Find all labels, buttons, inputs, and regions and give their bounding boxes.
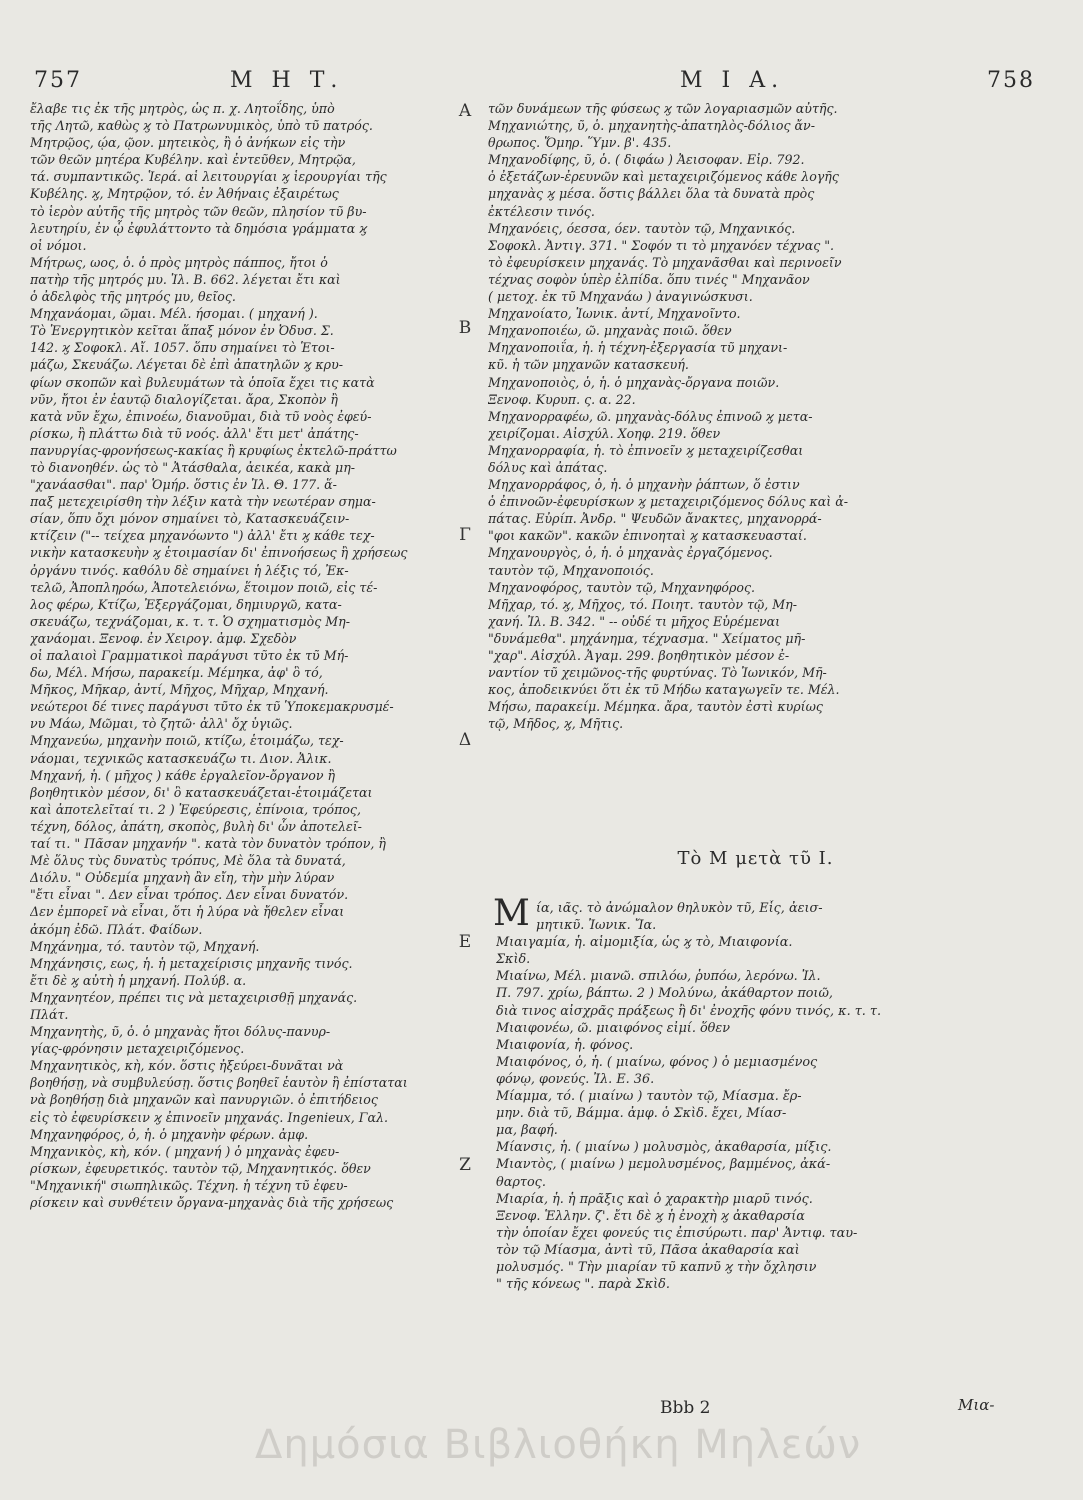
text-line: Μηχανορραφέω, ῶ. μηχανὰς-δόλυς ἐπινοῶ ϗ μετα- <box>488 408 813 424</box>
text-line: θρωπος. Ὅμηρ. Ὕμν. β'. 435. <box>488 135 672 151</box>
text-line: σίαν, ὅπυ ὄχι μόνον σημαίνει τὸ, Κατασκευάζειν- <box>30 511 350 527</box>
text-line: Μιαρία, ἡ. ἡ πρᾶξις καὶ ὁ χαρακτὴρ μιαρῦ τινός. <box>496 1191 813 1207</box>
text-line: νικὴν κατασκευὴν ϗ ἑτοιμασίαν δι' ἐπινοήσεως ἢ χρήσεως <box>30 545 408 561</box>
text-line: μηχανὰς ϗ μέσα. ὅστις βάλλει ὅλα τὰ δυνατὰ πρὸς <box>488 186 815 202</box>
text-line: τά. συμπαντικῶς. Ἱερά. αἱ λειτουργίαι ϗ ἱερουργίαι τῆς <box>30 169 387 185</box>
text-line: τῆς Λητῶ, καθὼς ϗ τὸ Πατρωνυμικὸς, ὑπὸ τῦ πατρός. <box>30 118 373 134</box>
text-line: Μηχανητὴς, ῦ, ὁ. ὁ μηχανὰς ἤτοι δόλυς-πανυρ- <box>30 1024 331 1040</box>
text-line: Μηχάνησις, εως, ἡ. ἡ μεταχείρισις μηχανῆς τινός. <box>30 955 353 971</box>
text-line: νὰ βοηθήσῃ διὰ μηχανῶν καὶ πανυργιῶν. ὁ ἐπιτήδειος <box>30 1092 378 1108</box>
text-line: Μήσω, παρακείμ. Μέμηκα. ἄρα, ταυτὸν ἐστὶ κυρίως <box>488 699 823 715</box>
text-line: Πλάτ. <box>30 1006 69 1022</box>
text-line: Κυβέλης. ϗ, Μητρῷον, τό. ἐν Ἀθήναις ἐξαιρέτως <box>30 186 339 202</box>
text-line: τὸ ἐφευρίσκειν μηχανάς. Τὸ μηχανᾶσθαι καὶ περινοεῖν <box>488 254 842 270</box>
text-line: νεώτεροι δέ τινες παράγυσι τῦτο ἐκ τῦ Ὑποκεμακρυσμέ- <box>30 699 394 715</box>
text-line: θαρτος. <box>496 1174 546 1190</box>
text-line: Μίαμμα, τό. ( μιαίνω ) ταυτὸν τῷ, Μίασμα. ἔρ- <box>496 1089 802 1105</box>
text-line: σκευάζω, τεχνάζομαι, κ. τ. τ. Ὁ σχηματισμὸς Μη- <box>30 613 350 629</box>
margin-letter: Ε <box>458 932 472 952</box>
text-line: Μήτρως, ωος, ὁ. ὁ πρὸς μητρὸς πάππος, ἤτοι ὁ <box>30 254 328 270</box>
text-line: Μηχανοποιέω, ῶ. μηχανὰς ποιῶ. ὅθεν <box>488 323 732 339</box>
text-line: βοηθητικὸν μέσον, δι' ὃ κατασκευάζεται-ἑτοιμάζεται <box>30 784 373 800</box>
text-line: ἀκόμη ἐδῶ. Πλάτ. Φαίδων. <box>30 921 203 937</box>
text-line: Μηχανητέον, πρέπει τις νὰ μεταχειρισθῇ μηχανάς. <box>30 989 358 1005</box>
page-number-right: 758 <box>987 68 1035 93</box>
text-line: τέχνας σοφὸν ὑπὲρ ἐλπίδα. ὅπυ τινές " Μηχανᾶον <box>488 271 810 287</box>
text-line: Σοφοκλ. Ἀντιγ. 371. " Σοφόν τι τὸ μηχανόεν τέχνας ". <box>488 237 835 253</box>
text-line: μητικῦ. Ἰωνικ. Ἴα. <box>536 918 657 934</box>
text-line: Μηχανοποιΐα, ἡ. ἡ τέχνη-ἐξεργασία τῦ μηχανι- <box>488 340 788 356</box>
text-line: ὁ ἐπινοῶν-ἐφευρίσκων ϗ μεταχειριζόμενος δόλυς καὶ ἀ- <box>488 494 848 510</box>
catchword: Μια- <box>958 1396 995 1414</box>
header-right: Μ Ι Α. <box>680 68 785 93</box>
text-line: Σκὶδ. <box>496 952 531 968</box>
text-line: νυ Μάω, Μῶμαι, τὸ ζητῶ· ἀλλ' ὄχ ὑγιῶς. <box>30 716 293 732</box>
text-line: Μηχανή, ἡ. ( μῆχος ) κάθε ἐργαλεῖον-ὄργανον ἢ <box>30 767 336 783</box>
text-line: Μηχανορραφία, ἡ. τὸ ἐπινοεῖν ϗ μεταχειρίζεσθαι <box>488 442 804 458</box>
text-line: γίας-φρόνησιν μεταχειριζόμενος. <box>30 1041 245 1057</box>
text-line: Μιαιφονία, ἡ. φόνος. <box>496 1037 634 1053</box>
text-line: Μῆκος, Μῆκαρ, ἀντί, Μῆχος, Μῆχαρ, Μηχανή. <box>30 682 329 698</box>
text-line: τῷ, Μῆδος, ϗ, Μῆτις. <box>488 716 624 732</box>
text-line: "δυνάμεθα". μηχάνημα, τέχνασμα. " Χείματος μῆ- <box>488 630 806 646</box>
text-line: ἔλαβε τις ἐκ τῆς μητρὸς, ὡς π. χ. Λητοΐδης, ὑπὸ <box>30 101 335 116</box>
text-line: Τὸ Ἐνεργητικὸν κεῖται ἅπαξ μόνον ἐν Ὀδυσ. Σ. <box>30 323 334 339</box>
right-column-lower <box>496 900 1031 1293</box>
drop-initial: Μ <box>493 893 530 934</box>
text-line: Μηχανοίατο, Ἰωνικ. ἀντί, Μηχανοῖντο. <box>488 306 741 322</box>
text-line: ὁ ἐξετάζων-ἐρευνῶν καὶ μεταχειριζόμενος κάθε λογῆς <box>488 169 839 185</box>
text-line: λος φέρω, Κτίζω, Ἐξεργάζομαι, δημιυργῶ, κατα- <box>30 596 342 612</box>
page-number-left: 757 <box>34 68 82 93</box>
text-line: τέχνη, δόλος, ἀπάτη, σκοπὸς, βυλὴ δι' ὧν ἀποτελεῖ- <box>30 818 362 834</box>
text-line: χανάομαι. Ξενοφ. ἐν Χειρογ. ἀμφ. Σχεδὸν <box>30 630 297 646</box>
text-line: Μηχανηφόρος, ὁ, ἡ. ὁ μηχανὴν φέρων. ἀμφ. <box>30 1126 309 1142</box>
text-line: μάζω, Σκευάζω. Λέγεται δὲ ἐπὶ ἀπατηλῶν ϗ κρυ- <box>30 357 343 373</box>
text-line: βοηθήσῃ, νὰ συμβυλεύσῃ. ὅστις βοηθεῖ ἑαυτὸν ἢ ἐπίσταται <box>30 1075 408 1091</box>
text-line: ία, ιᾶς. τὸ ἀνώμαλον θηλυκὸν τῦ, Εἷς, ἀεισ- <box>536 901 823 916</box>
text-line: κατὰ νῦν ἔχω, ἐπινοέω, διανοῦμαι, διὰ τῦ νοὸς ἐφεύ- <box>30 408 372 424</box>
text-line: διὰ τινος αἰσχρᾶς πράξεως ἢ δι' ἐνοχῆς φόνυ τινός, κ. τ. τ. <box>496 1003 882 1019</box>
text-line: ( μετοχ. ἐκ τῦ Μηχανάω ) ἀναγινώσκυσι. <box>488 289 753 305</box>
text-line: ρίσκω, ἢ πλάττω διὰ τῦ νοός. ἀλλ' ἔτι μετ' ἀπάτης- <box>30 425 359 441</box>
text-line: "Μηχανική" σιωπηλικῶς. Τέχνη. ἡ τέχνη τῦ ἐφευ- <box>30 1177 348 1193</box>
text-line: ρίσκειν καὶ συνθέτειν ὄργανα-μηχανὰς διὰ τῆς χρήσεως <box>30 1195 394 1210</box>
margin-letter: Α <box>458 101 472 121</box>
margin-letter: Ζ <box>459 1155 471 1175</box>
text-line: ἔτι δὲ ϗ αὐτὴ ἡ μηχανή. Πολύβ. α. <box>30 972 247 988</box>
margin-letter: Β <box>458 318 472 338</box>
text-line: Μηχανιώτης, ῦ, ὁ. μηχανητὴς-ἀπατηλὸς-δόλιος ἄν- <box>488 118 815 134</box>
text-line: Μηχανοδίφης, ῦ, ὁ. ( διφάω ) Ἀεισοφαν. Εἰρ. 792. <box>488 152 805 168</box>
margin-letter: Γ <box>459 525 471 545</box>
text-line: Μιαντὸς, ( μιαίνω ) μεμολυσμένος, βαμμένος, ἀκά- <box>496 1157 831 1173</box>
text-line: Διόλυ. " Οὐδεμία μηχανὴ ἂν εἴη, τὴν μὴν λύραν <box>30 870 335 886</box>
text-line: πατὴρ τῆς μητρός μυ. Ἰλ. Β. 662. λέγεται ἔτι καὶ <box>30 271 341 287</box>
text-line: Μηχάνημα, τό. ταυτὸν τῷ, Μηχανή. <box>30 938 260 954</box>
text-line: χειρίζομαι. Αἰσχύλ. Χοηφ. 219. ὅθεν <box>488 425 721 441</box>
text-line: ταί τι. " Πᾶσαν μηχανήν ". κατὰ τὸν δυνατὸν τρόπον, ἢ <box>30 836 386 852</box>
text-line: τελῶ, Ἀποπληρόω, Ἀποτελειόνω, ἕτοιμον ποιῶ, εἰς τέ- <box>30 579 378 595</box>
text-line: Μηχανεύω, μηχανὴν ποιῶ, κτίζω, ἑτοιμάζω, τεχ- <box>30 733 344 749</box>
text-line: καὶ ἀποτελεῖταί τι. 2 ) Ἐφεύρεσις, ἐπίνοια, τρόπος, <box>30 801 361 817</box>
text-line: Μηχανοποιὸς, ὁ, ἡ. ὁ μηχανὰς-ὄργανα ποιῶν. <box>488 374 780 390</box>
text-line: Μηχανητικὸς, κὴ, κόν. ὅστις ἠξεύρει-δυνᾶται νὰ <box>30 1058 344 1074</box>
text-line: Μηχανοφόρος, ταυτὸν τῷ, Μηχανηφόρος. <box>488 579 756 595</box>
text-line: Μὲ ὅλυς τὺς δυνατὺς τρόπυς, Μὲ ὅλα τὰ δυνατά, <box>30 853 346 869</box>
text-line: κῦ. ἡ τῶν μηχανῶν κατασκευή. <box>488 357 689 373</box>
text-line: τὴν ὁποίαν ἔχει φονεύς τις ἐπισύρωτι. παρ' Ἀντιφ. ταυ- <box>496 1225 858 1241</box>
section-title: Τὸ Μ μετὰ τῦ Ι. <box>677 848 834 869</box>
left-column <box>30 100 450 1211</box>
text-line: Μηχανικὸς, κὴ, κόν. ( μηχανή ) ὁ μηχανὰς ἐφευ- <box>30 1143 340 1159</box>
text-line: φόνῳ, φονεύς. Ἰλ. Ε. 36. <box>496 1071 655 1087</box>
text-line: τὸ ἱερὸν αὐτῆς τῆς μητρὸς τῶν θεῶν, πλησίον τῦ βυ- <box>30 203 367 219</box>
text-line: "ἔτι εἶναι ". Δεν εἶναι τρόπος. Δεν εἶναι δυνατόν. <box>30 887 349 903</box>
text-line: δόλυς καὶ ἀπάτας. <box>488 459 608 475</box>
text-line: Μιαιγαμία, ἡ. αἱμομιξία, ὡς ϗ τὸ, Μιαιφονία. <box>496 935 793 951</box>
text-line: Μιαίνω, Μέλ. μιανῶ. σπιλόω, ῥυπόω, λερόνω. Ἰλ. <box>496 969 821 985</box>
text-line: Μηχανορράφος, ὁ, ἡ. ὁ μηχανὴν ῥάπτων, ὅ ἐστιν <box>488 477 800 493</box>
text-line: Ξενοφ. Ἑλλην. ζ'. ἔτι δὲ ϗ ἡ ἐνοχὴ ϗ ἀκαθαρσία <box>496 1208 805 1224</box>
text-line: Ξενοφ. Κυρυπ. ς. α. 22. <box>488 391 636 407</box>
text-line: Μηχανάομαι, ῶμαι. Μέλ. ήσομαι. ( μηχανή ). <box>30 306 318 322</box>
signature-mark: Bbb 2 <box>660 1398 711 1418</box>
text-line: οἱ νόμοι. <box>30 237 87 253</box>
text-line: "φοι κακῶν". κακῶν ἐπινοηταὶ ϗ κατασκευασταί. <box>488 528 807 544</box>
text-line: τῶν δυνάμεων τῆς φύσεως ϗ τῶν λογαριασμῶν αὐτῆς. <box>488 101 838 116</box>
text-line: Μῆχαρ, τό. ϗ, Μῆχος, τό. Ποιητ. ταυτὸν τῷ, Μη- <box>488 596 797 612</box>
text-line: νάομαι, τεχνικῶς κατασκευάζω τι. Διον. Ἀλικ. <box>30 750 332 766</box>
text-line: 142. ϗ Σοφοκλ. Αἴ. 1057. ὅπυ σημαίνει τὸ Ἑτοι- <box>30 340 335 356</box>
text-line: νῦν, ἤτοι ἐν ἑαυτῷ διαλογίζεται. ἄρα, Σκοπὸν ἢ <box>30 391 338 407</box>
text-line: "χαρ". Αἰσχύλ. Ἀγαμ. 299. βοηθητικὸν μέσον ἐ- <box>488 648 790 663</box>
text-line: μολυσμός. " Τὴν μιαρίαν τῦ καπνῦ ϗ τὴν ὄχλησιν <box>496 1259 817 1275</box>
library-watermark: Δημόσια Βιβλιοθήκη Μηλεών <box>255 1422 862 1468</box>
text-line: ταυτὸν τῷ, Μηχανοποιός. <box>488 562 654 578</box>
text-line: εἰς τὸ ἐφευρίσκειν ϗ ἐπινοεῖν μηχανάς. Ingenieux, Γαλ. <box>30 1109 388 1125</box>
running-header <box>30 62 1043 96</box>
text-line: πάτας. Εὐρίπ. Ἀνδρ. " Ψευδῶν ἄνακτες, μηχανορρά- <box>488 511 822 527</box>
text-line: τὸ διανοηθέν. ὡς τὸ " Ἀτάσθαλα, ἀεικέα, κακὰ μη- <box>30 459 356 475</box>
text-line: φίων σκοπῶν καὶ βυλευμάτων τὰ ὁποῖα ἔχει τις κατὰ <box>30 374 375 390</box>
text-line: χανή. Ἰλ. Β. 342. " -- οὐδέ τι μῆχος Εὑρέμεναι <box>488 613 781 629</box>
text-line: Π. 797. χρίω, βάπτω. 2 ) Μολύνω, ἀκάθαρτον ποιῶ, <box>496 986 833 1002</box>
text-line: Μιαιφονέω, ῶ. μιαιφόνος εἰμί. ὅθεν <box>496 1020 731 1036</box>
text-line: ὀργάνυ τινός. καθόλυ δὲ σημαίνει ἡ λέξις τό, Ἐκ- <box>30 562 349 578</box>
text-line: "χανάασθαι". παρ' Ὁμήρ. ὅστις ἐν Ἰλ. Θ. 177. ἅ- <box>30 477 337 493</box>
text-line: Δεν ἐμπορεῖ νὰ εἶναι, ὅτι ἡ λύρα νὰ ἤθελεν εἶναι <box>30 904 345 920</box>
text-line: κτίζειν ("-- τείχεα μηχανόωντο ") ἀλλ' ἔτι ϗ κάθε τεχ- <box>30 528 375 544</box>
text-line: πανυργίας-φρονήσεως-κακίας ἢ κρυφίως ἐκτελῶ-πράττω <box>30 442 397 458</box>
right-column <box>488 100 1023 732</box>
text-line: Μιαιφόνος, ὁ, ἡ. ( μιαίνω, φόνος ) ὁ μεμιασμένος <box>496 1054 818 1070</box>
text-line: τῶν θεῶν μητέρα Κυβέλην. καὶ ἐντεῦθεν, Μητρῷα, <box>30 152 356 168</box>
header-left: Μ Η Τ. <box>230 68 344 93</box>
text-line: κος, ἀποδεικνύει ὅτι ἐκ τῦ Μήδω καταγωγεῖν τε. Μέλ. <box>488 682 840 698</box>
text-line: ἐκτέλεσιν τινός. <box>488 203 595 219</box>
text-line: Μίανσις, ἡ. ( μιαίνω ) μολυσμὸς, ἀκαθαρσία, μίξις. <box>496 1140 832 1156</box>
text-line: " τῆς κόνεως ". παρὰ Σκὶδ. <box>496 1277 670 1293</box>
text-line: λευτηρίυ, ἐν ᾧ ἐφυλάττοντο τὰ δημόσια γράμματα ϗ <box>30 220 368 236</box>
text-line: Μητρῷος, ῴα, ῷον. μητεικὸς, ἢ ὁ ἀνήκων εἰς τὴν <box>30 135 346 151</box>
text-line: ὁ ἀδελφὸς τῆς μητρός μυ, θεῖος. <box>30 289 236 305</box>
margin-letter: Δ <box>458 730 472 750</box>
text-line: τὸν τῷ Μίασμα, ἀντὶ τῦ, Πᾶσα ἀκαθαρσία καὶ <box>496 1242 800 1258</box>
text-line: οἱ παλαιοὶ Γραμματικοὶ παράγυσι τῦτο ἐκ τῦ Μή- <box>30 648 349 663</box>
text-line: παξ μετεχειρίσθη τὴν λέξιν κατὰ τὴν νεωτέραν σημα- <box>30 494 376 510</box>
text-line: δω, Μέλ. Μήσω, παρακείμ. Μέμηκα, ἀφ' ὃ τό, <box>30 665 323 681</box>
text-line: μην. διὰ τῦ, Βάμμα. ἀμφ. ὁ Σκὶδ. ἔχει, Μίασ- <box>496 1106 787 1122</box>
text-line: ναντίον τῦ χειμῶνος-τῆς φυρτύνας. Τὸ Ἰωνικόν, Μῆ- <box>488 665 827 681</box>
text-line: Μηχανουργὸς, ὁ, ἡ. ὁ μηχανὰς ἐργαζόμενος. <box>488 545 773 561</box>
text-line: Μηχανόεις, όεσσα, όεν. ταυτὸν τῷ, Μηχανικός. <box>488 220 796 236</box>
text-line: ρίσκων, ἐφευρετικός. ταυτὸν τῷ, Μηχανητικός. ὅθεν <box>30 1160 371 1176</box>
text-line: μα, βαφή. <box>496 1123 558 1139</box>
